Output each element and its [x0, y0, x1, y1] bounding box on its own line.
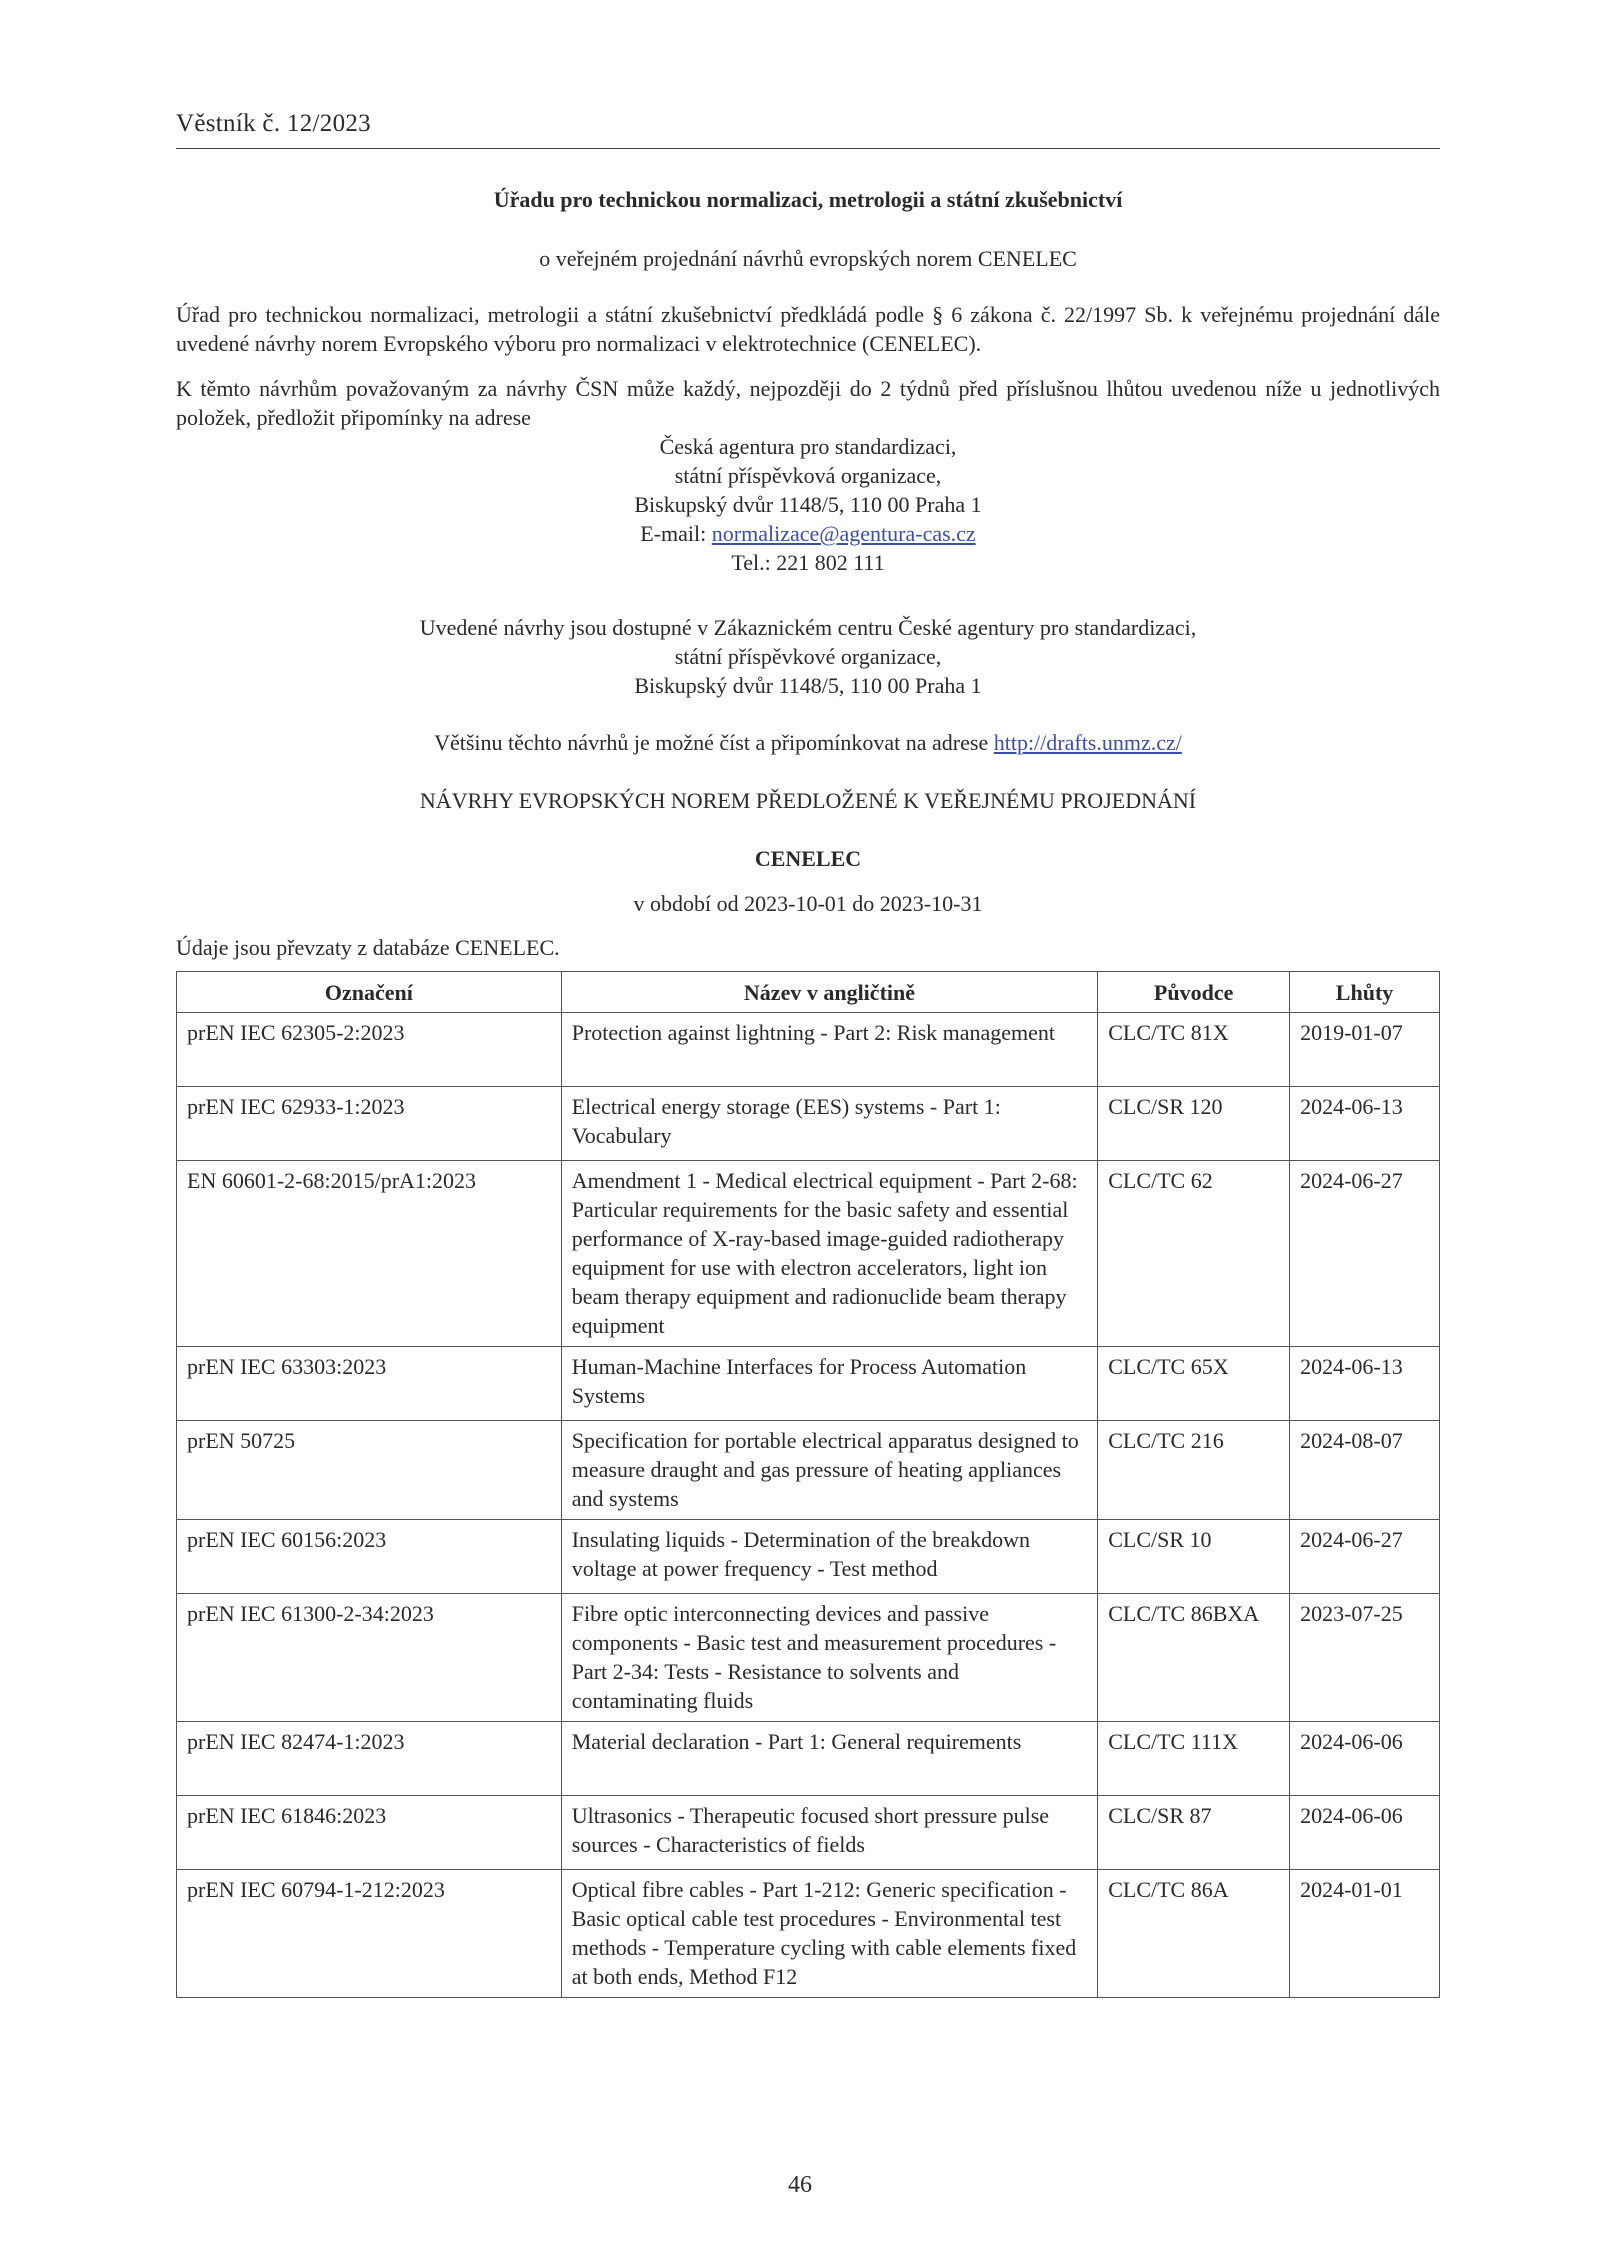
designation-cell: prEN IEC 62305-2:2023 [177, 1013, 562, 1087]
title-cell: Specification for portable electrical apparatus designed to measure draught and gas pressure of heating appliances and systems [561, 1421, 1097, 1520]
deadline-cell: 2024-06-13 [1290, 1087, 1440, 1161]
table-row [177, 1013, 1440, 1087]
designation-cell: EN 60601-2-68:2015/prA1:2023 [177, 1161, 562, 1347]
originator-cell: CLC/TC 111X [1098, 1722, 1290, 1796]
title-cell: Ultrasonics - Therapeutic focused short pressure pulse sources - Characteristics of fields [561, 1796, 1097, 1870]
column-header: Označení [177, 972, 562, 1013]
title-cell: Fibre optic interconnecting devices and passive components - Basic test and measurement procedures - Part 2-34: Tests - Resistance to solvents and contaminating fluids [561, 1594, 1097, 1722]
org-heading: CENELEC [754, 846, 862, 871]
designation-cell: prEN IEC 82474-1:2023 [177, 1722, 562, 1796]
column-header: Název v angličtině [561, 972, 1097, 1013]
table-header-row [177, 972, 1440, 1013]
deadline-cell: 2024-06-13 [1290, 1347, 1440, 1421]
originator-cell: CLC/TC 86BXA [1098, 1594, 1290, 1722]
norms-table [176, 971, 1440, 1998]
drafts-text: Většinu těchto návrhů je možné číst a připomínkovat na adrese [434, 730, 994, 755]
title-cell: Electrical energy storage (EES) systems - Part 1: Vocabulary [561, 1087, 1097, 1161]
page-number: 46 [788, 2172, 812, 2198]
deadline-cell: 2019-01-07 [1290, 1013, 1440, 1087]
drafts-line [176, 728, 1440, 757]
address-line: Česká agentura pro standardizaci, [659, 434, 957, 459]
table-row [177, 1087, 1440, 1161]
deadline-cell: 2024-06-06 [1290, 1722, 1440, 1796]
column-header: Lhůty [1290, 972, 1440, 1013]
document-title: Úřadu pro technickou normalizaci, metrologii a státní zkušebnictví [493, 187, 1123, 212]
period-line: v období od 2023-10-01 do 2023-10-31 [633, 891, 983, 916]
document-subtitle: o veřejném projednání návrhů evropských norem CENELEC [539, 246, 1077, 271]
table-row [177, 1161, 1440, 1347]
deadline-cell: 2024-08-07 [1290, 1421, 1440, 1520]
designation-cell: prEN IEC 63303:2023 [177, 1347, 562, 1421]
deadline-cell: 2024-01-01 [1290, 1870, 1440, 1998]
phone-line: Tel.: 221 802 111 [731, 550, 885, 575]
title-cell: Amendment 1 - Medical electrical equipment - Part 2-68: Particular requirements for the basic safety and essential performance of X-ray-based image-guided radiotherapy equipment for use with electron accelerators, light ion beam therapy equipment and radionuclide beam therapy equipment [561, 1161, 1097, 1347]
availability-line: Uvedené návrhy jsou dostupné v Zákaznickém centru České agentury pro standardizaci, [419, 615, 1197, 640]
originator-cell: CLC/TC 216 [1098, 1421, 1290, 1520]
deadline-cell: 2024-06-06 [1290, 1796, 1440, 1870]
designation-cell: prEN IEC 60156:2023 [177, 1520, 562, 1594]
originator-cell: CLC/SR 10 [1098, 1520, 1290, 1594]
email-label: E-mail: [640, 521, 712, 546]
page-header [176, 110, 1440, 149]
designation-cell: prEN IEC 61300-2-34:2023 [177, 1594, 562, 1722]
intro-paragraph: Úřad pro technickou normalizaci, metrologii a státní zkušebnictví předkládá podle § 6 zákona č. 22/1997 Sb. k veřejnému projednání dále uvedené návrhy norem Evropského výboru pro normalizaci v elektrotechnice (CENELEC). [176, 302, 1440, 356]
bulletin-title: Věstník č. 12/2023 [176, 110, 371, 137]
availability-line: Biskupský dvůr 1148/5, 110 00 Praha 1 [634, 673, 982, 698]
table-row [177, 1796, 1440, 1870]
deadline-cell: 2023-07-25 [1290, 1594, 1440, 1722]
title-cell: Insulating liquids - Determination of the breakdown voltage at power frequency - Test method [561, 1520, 1097, 1594]
title-cell: Optical fibre cables - Part 1-212: Generic specification - Basic optical cable test procedures - Environmental test methods - Temperature cycling with cable elements fixed at both ends, Method F12 [561, 1870, 1097, 1998]
designation-cell: prEN 50725 [177, 1421, 562, 1520]
originator-cell: CLC/TC 81X [1098, 1013, 1290, 1087]
comments-paragraph: K těmto návrhům považovaným za návrhy ČSN může každý, nejpozději do 2 týdnů před příslušnou lhůtou uvedenou níže u jednotlivých položek, předložit připomínky na adrese [176, 376, 1440, 430]
deadline-cell: 2024-06-27 [1290, 1161, 1440, 1347]
designation-cell: prEN IEC 61846:2023 [177, 1796, 562, 1870]
table-row [177, 1594, 1440, 1722]
title-cell: Human-Machine Interfaces for Process Automation Systems [561, 1347, 1097, 1421]
availability-line: státní příspěvkové organizace, [674, 644, 942, 669]
address-block [176, 432, 1440, 577]
drafts-link[interactable]: http://drafts.unmz.cz/ [993, 730, 1182, 755]
designation-cell: prEN IEC 62933-1:2023 [177, 1087, 562, 1161]
originator-cell: CLC/SR 120 [1098, 1087, 1290, 1161]
deadline-cell: 2024-06-27 [1290, 1520, 1440, 1594]
email-line [176, 519, 1440, 548]
source-note: Údaje jsou převzaty z databáze CENELEC. [176, 935, 560, 960]
table-row [177, 1722, 1440, 1796]
address-line: Biskupský dvůr 1148/5, 110 00 Praha 1 [634, 492, 982, 517]
section-title: NÁVRHY EVROPSKÝCH NOREM PŘEDLOŽENÉ K VEŘEJNÉMU PROJEDNÁNÍ [419, 788, 1197, 813]
originator-cell: CLC/SR 87 [1098, 1796, 1290, 1870]
availability-block [176, 613, 1440, 700]
designation-cell: prEN IEC 60794-1-212:2023 [177, 1870, 562, 1998]
table-row [177, 1870, 1440, 1998]
originator-cell: CLC/TC 62 [1098, 1161, 1290, 1347]
address-line: státní příspěvková organizace, [674, 463, 942, 488]
column-header: Původce [1098, 972, 1290, 1013]
table-row [177, 1421, 1440, 1520]
originator-cell: CLC/TC 86A [1098, 1870, 1290, 1998]
originator-cell: CLC/TC 65X [1098, 1347, 1290, 1421]
email-link[interactable]: normalizace@agentura-cas.cz [711, 521, 976, 546]
table-row [177, 1347, 1440, 1421]
title-cell: Material declaration - Part 1: General requirements [561, 1722, 1097, 1796]
table-row [177, 1520, 1440, 1594]
title-cell: Protection against lightning - Part 2: Risk management [561, 1013, 1097, 1087]
